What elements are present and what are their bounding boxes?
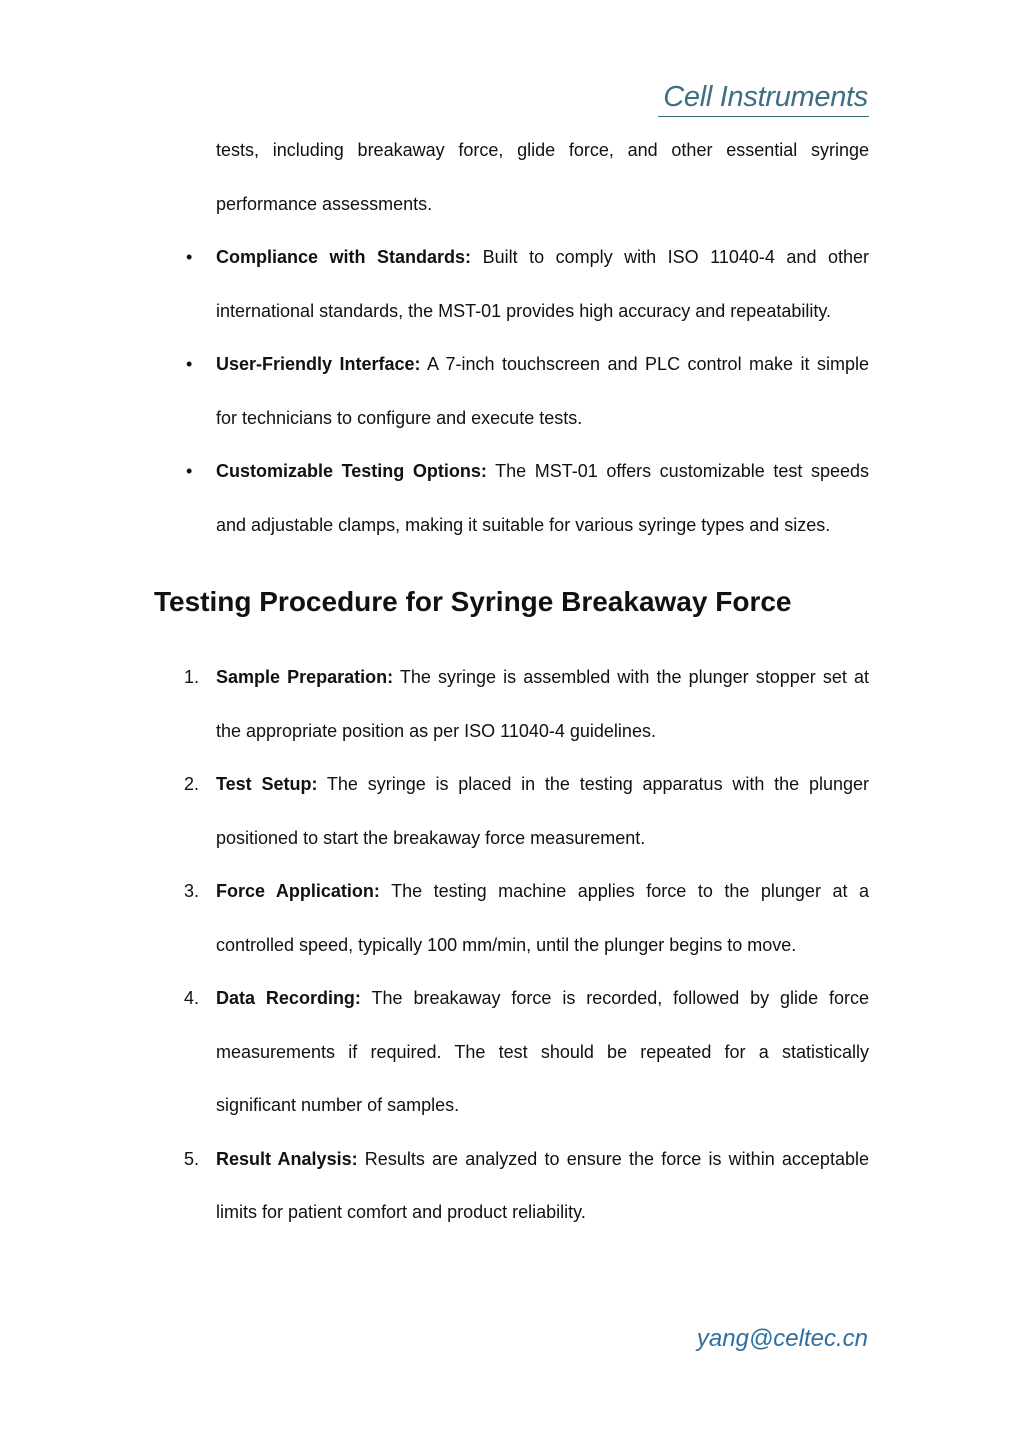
intro-continuation-paragraph: tests, including breakaway force, glide force, and other essential syringe performance assessments. (216, 140, 869, 214)
procedure-step (184, 758, 869, 865)
step-text: The syringe is placed in the testing apparatus with the plunger positioned to start the breakaway force measurement. (216, 774, 869, 848)
feature-label: Customizable Testing Options: (216, 461, 487, 481)
procedure-step (184, 865, 870, 972)
feature-text: A 7-inch touchscreen and PLC control make it simple for technicians to configure and execute tests. (216, 354, 870, 428)
feature-label: Compliance with Standards: (216, 247, 472, 267)
feature-item (186, 231, 869, 338)
step-label: Sample Preparation: (216, 667, 394, 687)
step-label: Data Recording: (216, 988, 361, 1008)
step-label: Test Setup: (216, 774, 318, 794)
step-number: 2. (184, 774, 200, 794)
procedure-step (184, 651, 869, 758)
bullet-icon: • (186, 354, 193, 374)
feature-label: User-Friendly Interface: (216, 354, 421, 374)
section-heading: Testing Procedure for Syringe Breakaway Force (154, 586, 792, 617)
feature-item (186, 445, 869, 552)
step-text: Results are analyzed to ensure the force is within acceptable limits for patient comfort and product reliability. (216, 1148, 869, 1222)
procedure-step (184, 972, 869, 1133)
step-number: 4. (184, 988, 200, 1008)
step-number: 1. (184, 667, 200, 687)
procedure-step (184, 1133, 869, 1240)
bullet-icon: • (186, 247, 193, 267)
feature-text: The MST-01 offers customizable test speeds and adjustable clamps, making it suitable for various syringe types and sizes. (216, 461, 869, 535)
step-text: The breakaway force is recorded, followed by glide force measurements if required. The test should be repeated for a statistically significant number of samples. (216, 988, 869, 1115)
bullet-icon: • (186, 461, 193, 481)
header-brand: Cell Instruments (663, 81, 868, 113)
step-number: 5. (184, 1148, 200, 1169)
step-text: The syringe is assembled with the plunger stopper set at the appropriate position as per ISO 11040-4 guidelines. (216, 667, 869, 741)
feature-list (186, 231, 870, 552)
step-text: The testing machine applies force to the plunger at a controlled speed, typically 100 mm/min, until the plunger begins to move. (216, 881, 870, 955)
step-label: Result Analysis: (216, 1148, 358, 1169)
footer-email-link[interactable]: yang@celtec.cn (696, 1325, 868, 1352)
header-underline (658, 116, 869, 117)
feature-item (186, 338, 870, 445)
step-label: Force Application: (216, 881, 380, 901)
procedure-steps-list (184, 651, 870, 1240)
feature-text: Built to comply with ISO 11040-4 and other international standards, the MST-01 provides high accuracy and repeatability. (216, 247, 869, 321)
step-number: 3. (184, 881, 200, 901)
